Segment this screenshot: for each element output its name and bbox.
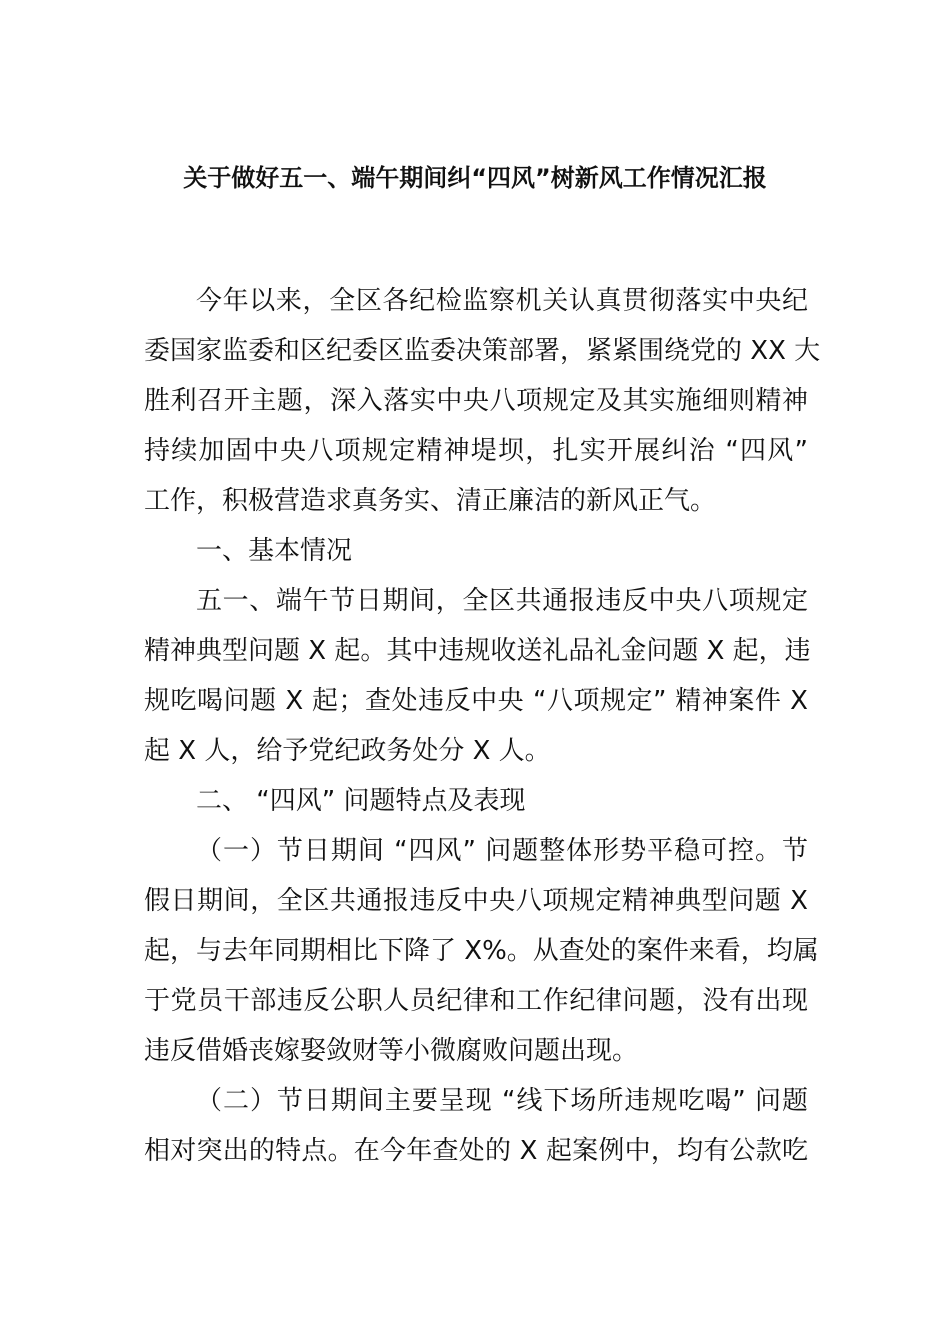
paragraph-line: 规吃喝问题 X 起；查处违反中央 “八项规定” 精神案件 X: [144, 686, 808, 716]
paragraph-line: 今年以来，全区各纪检监察机关认真贯彻落实中央纪: [196, 286, 808, 316]
paragraph-line: 假日期间，全区共通报违反中央八项规定精神典型问题 X: [144, 886, 808, 916]
paragraph-line: 相对突出的特点。在今年查处的 X 起案例中，均有公款吃: [144, 1136, 808, 1166]
paragraph-line: 起 X 人，给予党纪政务处分 X 人。: [144, 736, 551, 766]
paragraph-line: 起，与去年同期相比下降了 X%。从查处的案件来看，均属: [144, 936, 819, 966]
paragraph-line: 工作，积极营造求真务实、清正廉洁的新风正气。: [144, 486, 717, 516]
paragraph-line: 胜利召开主题，深入落实中央八项规定及其实施细则精神: [144, 386, 808, 416]
paragraph-line: 违反借婚丧嫁娶敛财等小微腐败问题出现。: [144, 1036, 639, 1066]
section-heading: 一、基本情况: [196, 536, 353, 566]
section-heading: 二、 “四风” 问题特点及表现: [196, 786, 526, 816]
document-title: 关于做好五一、端午期间纠“四风”树新风工作情况汇报: [183, 164, 767, 192]
paragraph-line: （一）节日期间 “四风” 问题整体形势平稳可控。节: [196, 836, 808, 866]
paragraph-line: 精神典型问题 X 起。其中违规收送礼品礼金问题 X 起，违: [144, 636, 811, 666]
paragraph-line: （二）节日期间主要呈现 “线下场所违规吃喝” 问题: [196, 1086, 808, 1116]
paragraph-line: 五一、端午节日期间，全区共通报违反中央八项规定: [196, 586, 808, 616]
paragraph-line: 委国家监委和区纪委区监委决策部署，紧紧围绕党的 XX 大: [144, 336, 821, 366]
paragraph-line: 持续加固中央八项规定精神堤坝，扎实开展纠治 “四风”: [144, 436, 808, 466]
paragraph-line: 于党员干部违反公职人员纪律和工作纪律问题，没有出现: [144, 986, 808, 1016]
